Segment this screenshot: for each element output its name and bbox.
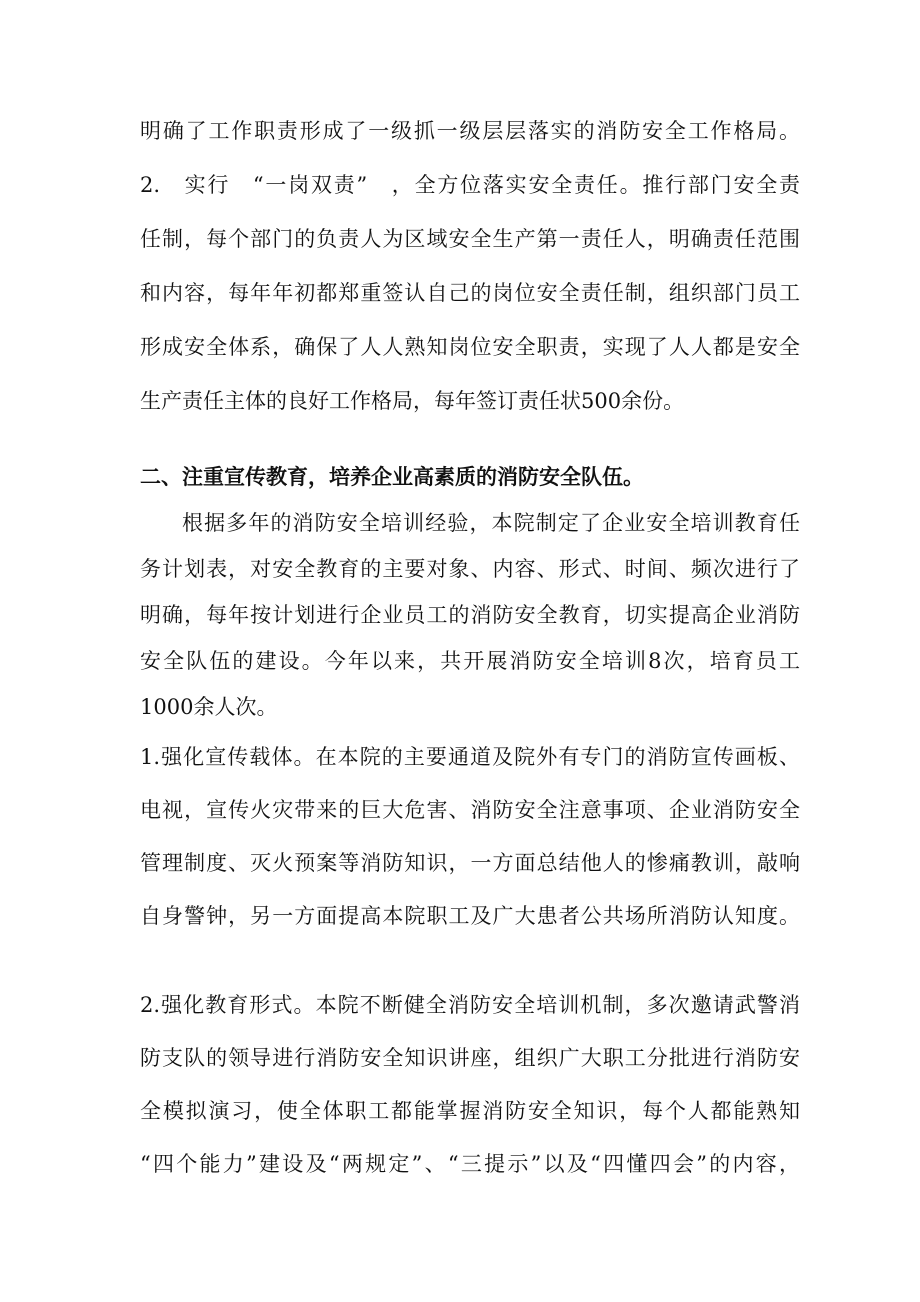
body-line-18: 防支队的领导进行消防安全知识讲座，组织广大职工分批进行消防安 (140, 1046, 800, 1070)
body-line-13: 1.强化宣传载体。在本院的主要通道及院外有专门的消防宣传画板、 (140, 745, 800, 769)
body-line-2: 2. 实行 “一岗双责” ，全方位落实安全责任。推行部门安全责 (140, 173, 800, 197)
body-line-5: 形成安全体系，确保了人人熟知岗位安全职责，实现了人人都是安全 (140, 335, 800, 359)
body-line-9: 务计划表，对安全教育的主要对象、内容、形式、时间、频次进行了 (140, 557, 800, 581)
body-line-16: 自身警钟，另一方面提高本院职工及广大患者公共场所消防认知度。 (140, 904, 800, 928)
body-line-11: 安全队伍的建设。今年以来，共开展消防安全培训8次，培育员工 (140, 649, 800, 673)
body-line-10: 明确，每年按计划进行企业员工的消防安全教育，切实提高企业消防 (140, 603, 800, 627)
body-line-19: 全模拟演习，使全体职工都能掌握消防安全知识，每个人都能熟知 (140, 1099, 800, 1123)
body-line-3: 任制，每个部门的负责人为区域安全生产第一责任人，明确责任范围 (140, 227, 800, 251)
body-line-1: 明确了工作职责形成了一级抓一级层层落实的消防安全工作格局。 (140, 119, 800, 143)
body-line-8: 根据多年的消防安全培训经验，本院制定了企业安全培训教育任 (182, 511, 800, 535)
body-line-12: 1000余人次。 (140, 695, 278, 719)
body-line-4: 和内容，每年年初都郑重签认自己的岗位安全责任制，组织部门员工 (140, 281, 800, 305)
body-line-14: 电视，宣传火灾带来的巨大危害、消防安全注意事项、企业消防安全 (140, 798, 800, 822)
body-line-6: 生产责任主体的良好工作格局，每年签订责任状500余份。 (140, 389, 685, 413)
section-heading: 二、注重宣传教育，培养企业高素质的消防安全队伍。 (140, 464, 644, 489)
body-line-17: 2.强化教育形式。本院不断健全消防安全培训机制，多次邀请武警消 (140, 993, 800, 1017)
body-line-15: 管理制度、灭火预案等消防知识，一方面总结他人的惨痛教训，敲响 (140, 851, 800, 875)
body-line-20: “四个能力”建设及“两规定”、“三提示”以及“四懂四会”的内容， (140, 1152, 800, 1176)
